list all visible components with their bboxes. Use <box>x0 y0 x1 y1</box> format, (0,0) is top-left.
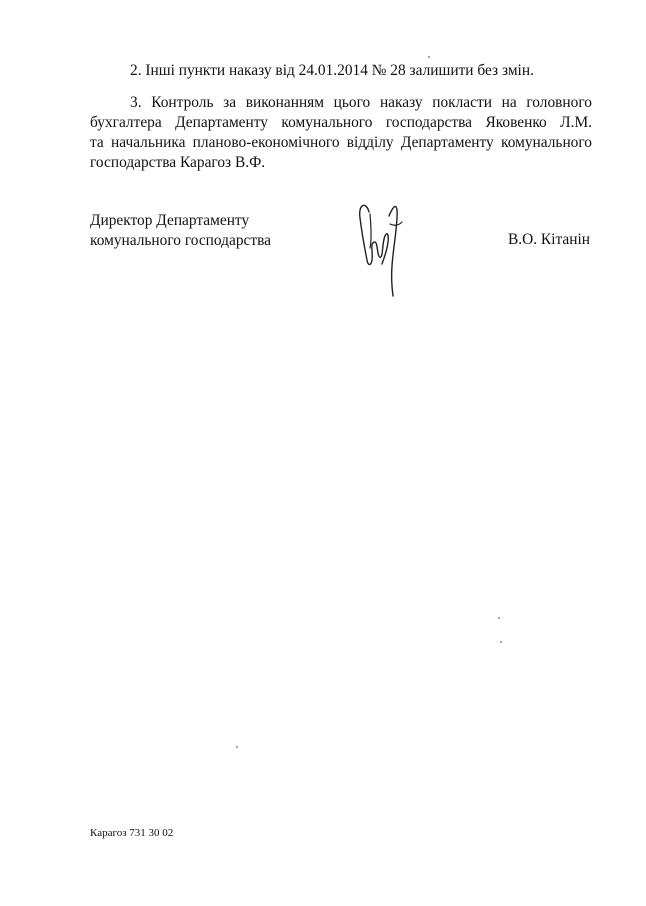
scan-speck <box>498 617 500 619</box>
paragraph-2 <box>90 61 592 81</box>
signer-position <box>90 211 271 251</box>
scan-speck <box>236 746 238 748</box>
paragraph-3-line-2: бухгалтера Департаменту комунального господарства Яковенко Л.М. <box>90 114 592 131</box>
executor-footnote: Карагоз 731 30 02 <box>90 827 174 839</box>
scan-speck <box>500 641 502 643</box>
signer-position-line-1: Директор Департаменту <box>90 212 250 229</box>
paragraph-3-line-4: господарства Карагоз В.Ф. <box>90 154 266 171</box>
signer-name: В.О. Кітанін <box>508 231 590 248</box>
paragraph-3-line-3: та начальника планово-економічного відділу Департаменту комунального <box>90 134 592 151</box>
paragraph-2-text: 2. Інші пункти наказу від 24.01.2014 № 28 залишити без змін. <box>130 62 534 79</box>
signer-position-line-2: комунального господарства <box>90 232 271 249</box>
paragraph-3 <box>90 93 592 173</box>
scan-speck <box>428 56 430 58</box>
paragraph-3-line-1: 3. Контроль за виконанням цього наказу покласти на головного <box>130 94 592 111</box>
handwritten-signature <box>356 196 406 300</box>
